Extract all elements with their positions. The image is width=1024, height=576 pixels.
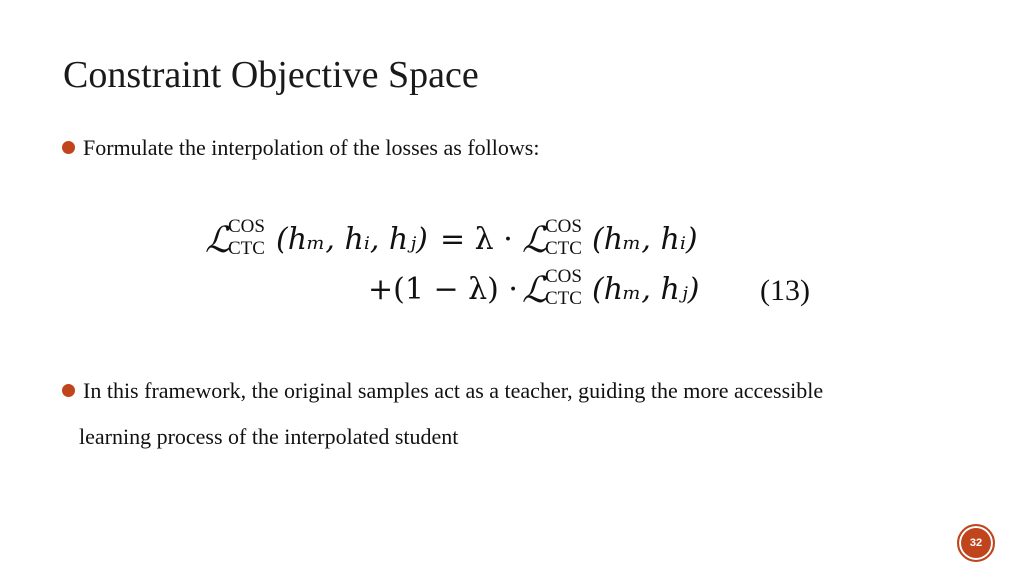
loss-symbol-rhs2: ℒ [522, 270, 548, 311]
lhs-arguments: (hₘ, hᵢ, hⱼ) [276, 222, 428, 257]
loss-subscript: CTC [228, 238, 265, 259]
bullet-framework [62, 368, 823, 460]
bullet-dot-icon [62, 141, 75, 154]
plus-one-minus-lambda-dot: +(1 − λ) · [368, 272, 518, 307]
rhs1-arguments: (hₘ, hᵢ) [592, 222, 698, 257]
loss-superscript-rhs1: COS [545, 216, 582, 237]
loss-symbol-rhs1: ℒ [522, 220, 548, 261]
slide-title: Constraint Objective Space [63, 54, 479, 96]
equals-lambda-dot: = λ · [440, 222, 513, 257]
bullet-formulate [62, 134, 539, 162]
page-number-badge [957, 524, 995, 562]
loss-subscript-rhs1: CTC [545, 238, 582, 259]
rhs2-arguments: (hₘ, hⱼ) [592, 272, 700, 307]
loss-superscript: COS [228, 216, 265, 237]
bullet-dot-icon [62, 384, 75, 397]
bullet-text-line2: learning process of the interpolated student [79, 424, 459, 449]
bullet-text-line1: In this framework, the original samples act as a teacher, guiding the more accessible [83, 378, 824, 403]
loss-symbol: ℒ [205, 220, 231, 261]
equation-number: (13) [760, 274, 810, 307]
bullet-text: Formulate the interpolation of the losses as follows: [83, 135, 540, 160]
loss-subscript-rhs2: CTC [545, 288, 582, 309]
page-number: 32 [969, 537, 983, 549]
loss-superscript-rhs2: COS [545, 266, 582, 287]
